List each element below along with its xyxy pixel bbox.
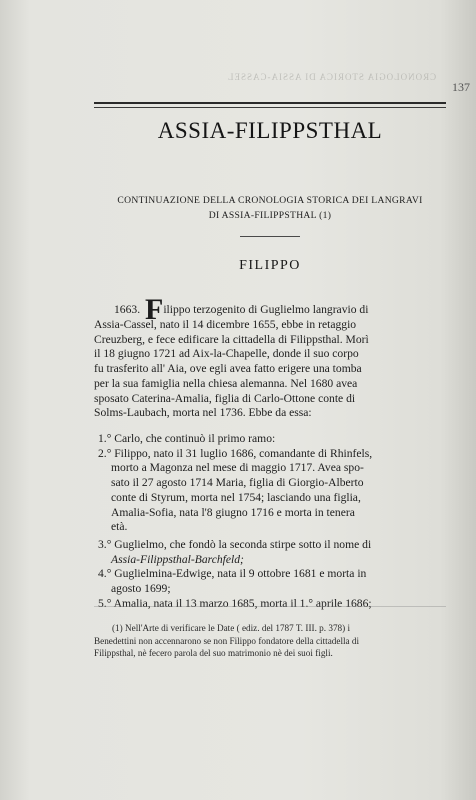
- child-item-2: 2.° Filippo, nato il 31 luglio 1686, comandante di Rhinfels,: [98, 446, 373, 460]
- child-item-1: 1.° Carlo, che continuò il primo ramo:: [98, 432, 276, 445]
- footnote-line: Filippsthal, nè fecero parola del suo matrimonio nè dei suoi figli.: [94, 648, 333, 659]
- subtitle-line-1: CONTINUAZIONE DELLA CRONOLOGIA STORICA DEI LANGRAVI: [117, 195, 423, 206]
- bleed-through-text: CRONOLOGIA STORICA DI ASSIA-CASSEL: [226, 72, 436, 82]
- footnote-line: Benedettini non accennarono se non Filippo fondatore della cittadella di: [94, 635, 360, 646]
- entry-line: il 18 giugno 1721 ad Aix-la-Chapelle, donde il suo corpo: [94, 347, 359, 361]
- entry-line: Creuzberg, e fece edificare la cittadella di Filippsthal. Morì: [94, 332, 369, 346]
- entry-line: sposato Caterina-Amalia, figlia di Carlo-Ottone conte di: [94, 391, 356, 405]
- entry-line: fu trasferito all' Aia, ove egli avea fatto erigere una tomba: [94, 362, 362, 376]
- subtitle-line-2: DI ASSIA-FILIPPSTHAL (1): [208, 210, 332, 221]
- child-item-2-line: età.: [111, 520, 128, 534]
- entry-line: ilippo terzogenito di Guglielmo langravio di: [163, 303, 369, 316]
- chapter-subtitle: [94, 193, 446, 223]
- entry-paragraph: [94, 293, 446, 421]
- header-rule-thin: [94, 107, 446, 108]
- footnote-line: (1) Nell'Arte di verificare le Date ( ediz. del 1787 T. III. p. 378) i: [112, 623, 351, 633]
- child-item-4: 4.° Guglielmina-Edwige, nata il 9 ottobre 1681 e morta in: [98, 567, 367, 581]
- child-item-2-line: conte di Styrum, morta nel 1754; lasciando una figlia,: [111, 490, 361, 504]
- section-divider: [240, 236, 300, 237]
- child-item-5: 5.° Amalia, nata il 13 marzo 1685, morta il 1.° aprile 1686;: [98, 596, 372, 610]
- entry-line: per la sua famiglia nella chiesa alemanna. Nel 1680 avea: [94, 376, 358, 390]
- header-rule-thick: [94, 102, 446, 104]
- entry-line: Solms-Laubach, morta nel 1736. Ebbe da essa:: [94, 406, 312, 420]
- drop-cap: F: [145, 293, 164, 326]
- entry-year: 1663.: [114, 303, 141, 316]
- page-number: 137: [452, 80, 470, 94]
- footnote: [94, 622, 446, 660]
- child-item-3-line: Assia-Filippsthal-Barchfeld;: [111, 552, 244, 566]
- footnote-rule: [94, 606, 446, 607]
- child-item-2-line: sato il 27 agosto 1714 Maria, figlia di Giorgio-Alberto: [111, 476, 364, 490]
- section-heading: FILIPPO: [239, 258, 301, 273]
- chapter-title: ASSIA-FILIPPSTHAL: [157, 118, 383, 143]
- child-item-3: 3.° Guglielmo, che fondò la seconda stirpe sotto il nome di: [98, 537, 372, 551]
- child-item-2-line: Amalia-Sofia, nata l'8 giugno 1716 e morta in tenera: [111, 505, 355, 519]
- child-item-4-line: agosto 1699;: [111, 582, 171, 596]
- child-item-2-line: morto a Magonza nel mese di maggio 1717. Avea spo-: [111, 461, 364, 475]
- entry-line: Assia-Cassel, nato il 14 dicembre 1655, ebbe in retaggio: [94, 318, 357, 331]
- children-list: [98, 432, 450, 611]
